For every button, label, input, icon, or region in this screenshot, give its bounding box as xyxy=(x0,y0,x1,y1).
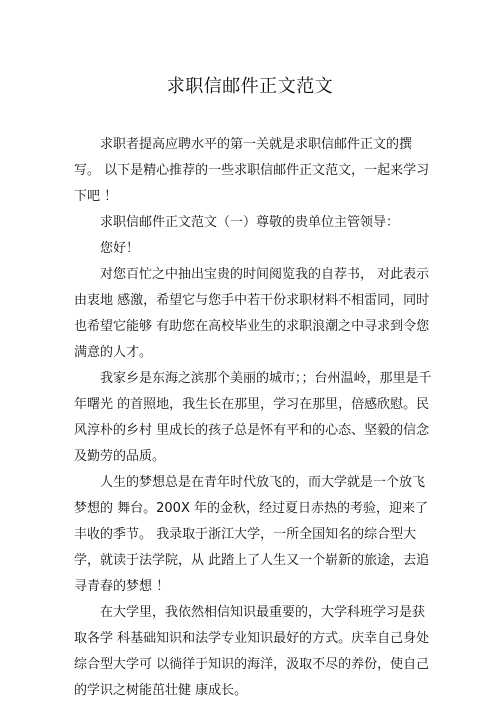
sample-heading-paragraph: 求职信邮件正文范文（一）尊敬的贵单位主管领导： xyxy=(100,215,400,230)
document-body xyxy=(74,132,434,704)
thanks-paragraph: 对您百忙之中抽出宝贵的时间阅览我的自荐书， 对此表示由衷地 感激，希望它与您手中若干份求职材料不相雷同，同时也希望它能够 有助您在高校毕业生的求职浪潮之中寻求到令您满意的人才。 xyxy=(74,267,430,360)
document-title: 求职信邮件正文范文 xyxy=(166,76,334,97)
hometown-paragraph: 我家乡是东海之滨那个美丽的城市；；台州温岭，那里是千年曙光 的首照地，我生长在那里，学习在那里，倍感欣慰。民风淳朴的乡村 里成长的孩子总是怀有平和的心态、坚毅的信念及勤劳的品质。 xyxy=(74,371,432,464)
university-paragraph: 在大学里，我依然相信知识最重要的，大学科班学习是获取各学 科基础知识和法学专业知识最好的方式。庆幸自己身处综合型大学可 以徜徉于知识的海洋，汲取不尽的养份，使自己的学识之树能茁壮健 康成长。 xyxy=(74,605,430,698)
intro-paragraph: 求职者提高应聘水平的第一关就是求职信邮件正文的撰写。 以下是精心推荐的一些求职信邮件正文范文，一起来学习下吧 ！ xyxy=(74,137,430,204)
greeting-paragraph: 您好！ xyxy=(100,241,140,256)
dream-paragraph: 人生的梦想总是在青年时代放飞的，而大学就是一个放飞梦想的 舞台。200X 年的金秋，经过夏日赤热的考验，迎来了丰收的季节。 我录取于浙江大学，一所全国知名的综合型大学，就读于法学院，从 此踏上了人生又一个崭新的旅途，去追寻青春的梦想 ！ xyxy=(74,475,430,594)
